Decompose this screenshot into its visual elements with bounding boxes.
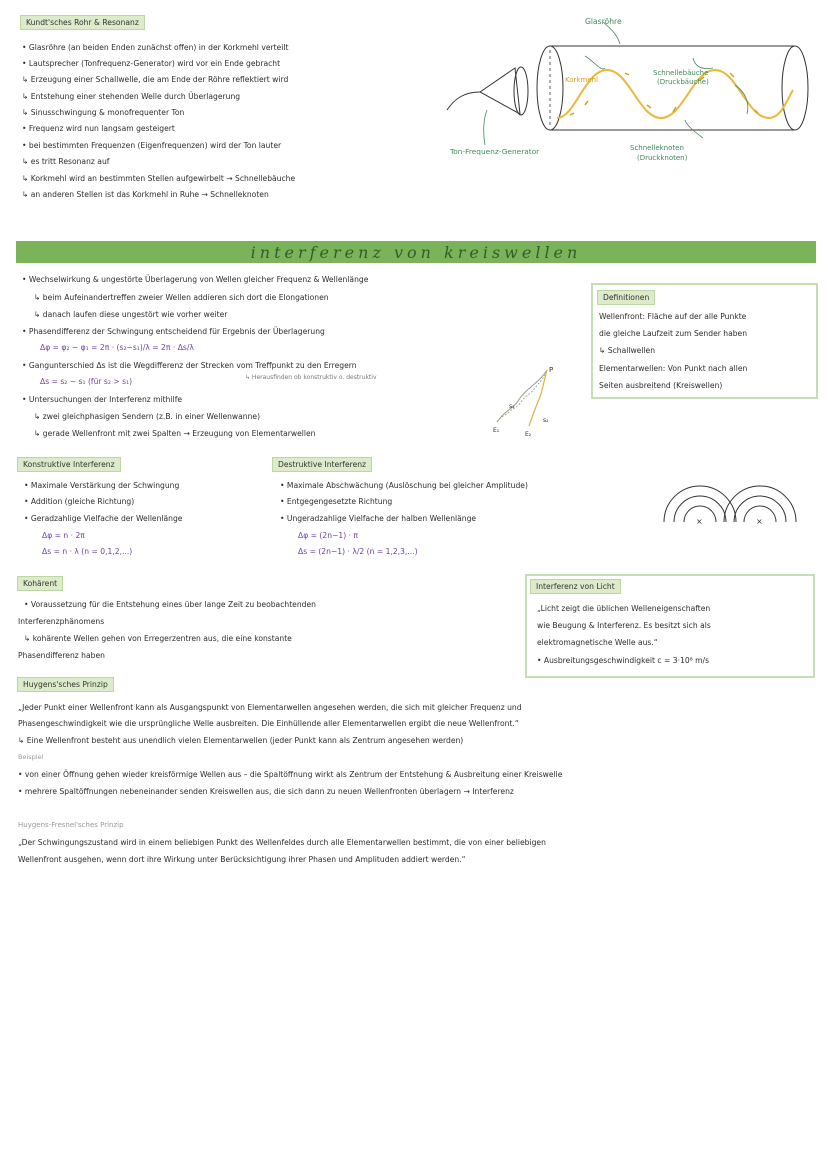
list-item: ↳ zwei gleichphasigen Sendern (z.B. in einer Wellenwanne) xyxy=(34,412,261,421)
list-item: • von einer Öffnung gehen wieder kreisförmige Wellen aus – die Spaltöffnung wirkt als Zentrum der Entstehung & Ausbreitung einer Kreiswelle xyxy=(18,770,563,779)
definition-line: die gleiche Laufzeit zum Sender haben xyxy=(599,329,748,338)
quote-line: Phasengeschwindigkeit wie die ursprüngliche Welle ausbreiten. Die Einhüllende aller Elementarwellen ergibt die neue Wellenfront.“ xyxy=(18,719,519,728)
list-item: ↳ Korkmehl wird an bestimmten Stellen aufgewirbelt → Schnellebäuche xyxy=(22,174,296,183)
kundt-tube-diagram xyxy=(425,10,820,175)
list-item: ↳ kohärente Wellen gehen von Erregerzentren aus, die eine konstante xyxy=(24,634,292,643)
list-item: ↳ Eine Wellenfront besteht aus unendlich vielen Elementarwellen (jeder Punkt kann als Zentrum angesehen werden) xyxy=(18,736,464,745)
list-item: • Wechselwirkung & ungestörte Überlagerung von Wellen gleicher Frequenz & Wellenlänge xyxy=(22,275,369,284)
list-item: • Frequenz wird nun langsam gesteigert xyxy=(22,124,175,133)
definition-line: ↳ Schallwellen xyxy=(599,346,656,355)
section-banner xyxy=(16,241,816,263)
list-item: • Glasröhre (an beiden Enden zunächst offen) in der Korkmehl verteilt xyxy=(22,43,289,52)
kundt-title: Kundt'sches Rohr & Resonanz xyxy=(20,15,145,30)
cable-icon xyxy=(447,92,480,110)
licht-title: Interferenz von Licht xyxy=(530,579,621,594)
licht-box xyxy=(525,574,815,678)
baeuche-sub-label: (Druckbäuche) xyxy=(657,78,709,86)
definitionen-box xyxy=(591,283,818,399)
licht-line: wie Beugung & Interferenz. Es besitzt sich als xyxy=(537,621,711,630)
definition-line: Seiten ausbreitend (Kreiswellen) xyxy=(599,381,723,390)
note-text: ↳ Herausfinden ob konstruktiv o. destruktiv xyxy=(245,374,377,381)
e1-label: E₁ xyxy=(493,427,500,434)
beispiel-label: Beispiel xyxy=(18,753,44,761)
glasroehre-label: Glasröhre xyxy=(585,17,622,26)
circular-waves-diagram xyxy=(660,478,810,528)
s2-label: s₂ xyxy=(543,417,549,424)
list-item: • Geradzahlige Vielfache der Wellenlänge xyxy=(24,514,183,523)
destruktiv-formula-path: Δs = (2n−1) · λ/2 (n = 1,2,3,...) xyxy=(298,547,418,556)
licht-line: „Licht zeigt die üblichen Welleneigenschaften xyxy=(537,604,711,613)
list-item: ↳ Sinusschwingung & monofrequenter Ton xyxy=(22,108,185,117)
list-item: • Ungeradzahlige Vielfache der halben Wellenlänge xyxy=(280,514,477,523)
huygens-title: Huygens'sches Prinzip xyxy=(17,677,114,692)
svg-text:×: × xyxy=(696,517,703,526)
fresnel-title: Huygens-Fresnel'sches Prinzip xyxy=(18,821,124,829)
kohaerent-title: Kohärent xyxy=(17,576,63,591)
list-item: • Maximale Abschwächung (Auslöschung bei gleicher Amplitude) xyxy=(280,481,528,490)
list-item: • Addition (gleiche Richtung) xyxy=(24,497,135,506)
path-formula: Δs = s₂ − s₁ (für s₂ > s₁) xyxy=(40,377,133,386)
interferenz-title: interferenz von kreiswellen xyxy=(250,243,582,262)
list-item: Interferenzphänomens xyxy=(18,617,105,626)
licht-line: • Ausbreitungsgeschwindigkeit c = 3·10⁸ m/s xyxy=(537,656,710,665)
e2-label: E₂ xyxy=(525,431,532,438)
list-item: • bei bestimmten Frequenzen (Eigenfrequenzen) wird der Ton lauter xyxy=(22,141,282,150)
quote-line: Wellenfront ausgehen, wenn dort ihre Wirkung unter Berücksichtigung ihrer Phasen und Amplituden addiert werden.“ xyxy=(18,855,466,864)
list-item: • Phasendifferenz der Schwingung entscheidend für Ergebnis der Überlagerung xyxy=(22,327,325,336)
list-item: Phasendifferenz haben xyxy=(18,651,105,660)
point-p-label: P xyxy=(549,366,554,374)
phase-formula: Δφ = φ₂ − φ₁ = 2π · (s₂−s₁)/λ = 2π · Δs/λ xyxy=(40,343,194,352)
konstruktiv-formula-path: Δs = n · λ (n = 0,1,2,...) xyxy=(42,547,133,556)
s1-label: s₁ xyxy=(509,403,515,410)
destruktiv-formula-phase: Δφ = (2n−1) · π xyxy=(298,531,358,540)
path-difference-diagram xyxy=(485,360,585,440)
definition-line: Elementarwellen: Von Punkt nach allen xyxy=(599,364,748,373)
konstruktiv-title: Konstruktive Interferenz xyxy=(17,457,121,472)
quote-line: „Jeder Punkt einer Wellenfront kann als Ausgangspunkt von Elementarwellen angesehen werden, die sich mit gleicher Frequenz und xyxy=(18,703,522,712)
list-item: ↳ Entstehung einer stehenden Welle durch Überlagerung xyxy=(22,92,241,101)
quote-line: „Der Schwingungszustand wird in einem beliebigen Punkt des Wellenfeldes durch alle Elementarwellen bestimmt, die von einer beliebigen xyxy=(18,838,546,847)
konstruktiv-formula-phase: Δφ = n · 2π xyxy=(42,531,85,540)
list-item: ↳ Erzeugung einer Schallwelle, die am Ende der Röhre reflektiert wird xyxy=(22,75,289,84)
korkmehl-label: Korkmehl xyxy=(565,76,598,84)
list-item: ↳ beim Aufeinandertreffen zweier Wellen addieren sich dort die Elongationen xyxy=(34,293,329,302)
list-item: • Untersuchungen der Interferenz mithilfe xyxy=(22,395,183,404)
list-item: ↳ es tritt Resonanz auf xyxy=(22,157,110,166)
knoten-sub-label: (Druckknoten) xyxy=(637,154,688,162)
list-item: • Lautsprecher (Tonfrequenz-Generator) wird vor ein Ende gebracht xyxy=(22,59,281,68)
baeuche-label: Schnellebäuche xyxy=(653,69,709,77)
list-item: • Maximale Verstärkung der Schwingung xyxy=(24,481,180,490)
list-item: • Voraussetzung für die Entstehung eines über lange Zeit zu beobachtenden xyxy=(24,600,316,609)
list-item: ↳ an anderen Stellen ist das Korkmehl in Ruhe → Schnelleknoten xyxy=(22,190,269,199)
destruktiv-title: Destruktive Interferenz xyxy=(272,457,372,472)
list-item: • Entgegengesetzte Richtung xyxy=(280,497,393,506)
svg-text:×: × xyxy=(756,517,763,526)
list-item: ↳ danach laufen diese ungestört wie vorher weiter xyxy=(34,310,228,319)
list-item: • mehrere Spaltöffnungen nebeneinander senden Kreiswellen aus, die sich dann zu neuen Wellenfronten überlagern → Interferenz xyxy=(18,787,514,796)
list-item: ↳ gerade Wellenfront mit zwei Spalten → Erzeugung von Elementarwellen xyxy=(34,429,316,438)
licht-line: elektromagnetische Welle aus.“ xyxy=(537,638,658,647)
generator-label: Ton-Frequenz-Generator xyxy=(450,147,540,156)
definitionen-title: Definitionen xyxy=(597,290,655,305)
definition-line: Wellenfront: Fläche auf der alle Punkte xyxy=(599,312,747,321)
list-item: • Gangunterschied Δs ist die Wegdifferenz der Strecken vom Treffpunkt zu den Erregern xyxy=(22,361,357,370)
knoten-label: Schnelleknoten xyxy=(630,144,684,152)
